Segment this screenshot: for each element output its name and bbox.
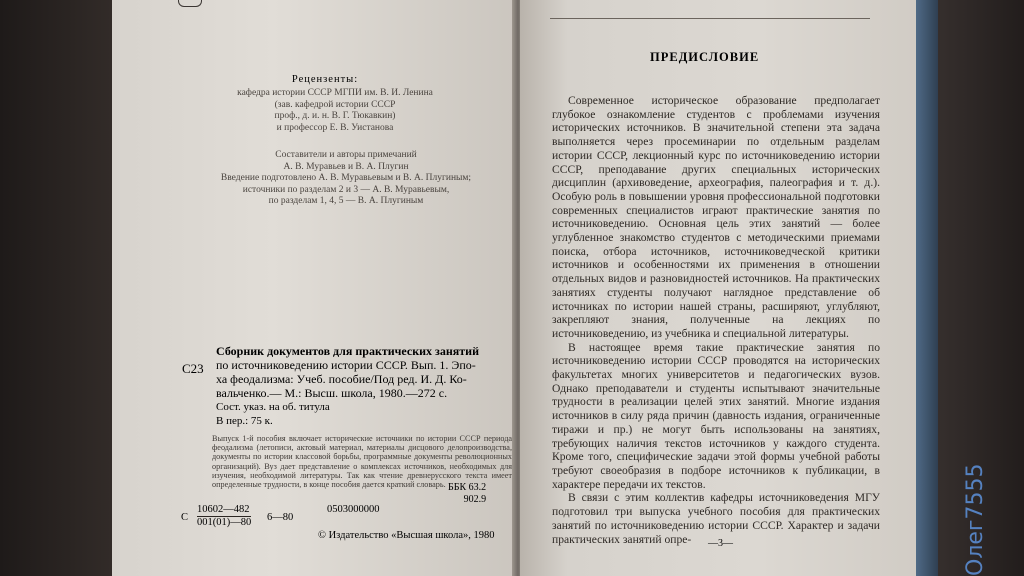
catalog-line: вальченко.— М.: Высш. школа, 1980.—272 с.	[216, 386, 448, 400]
compilers-block	[206, 150, 486, 208]
catalog-line: ха феодализма: Учеб. пособие/Под ред. И. Д. Ко-	[216, 372, 467, 386]
reviewers-heading: Рецензенты:	[291, 74, 359, 85]
reviewers-list	[210, 88, 460, 134]
compilers-line: источники по разделам 2 и 3 — А. В. Муравьевым,	[242, 184, 450, 195]
copyright-line: © Издательство «Высшая школа», 1980	[318, 530, 495, 541]
preface-paragraph: Современное историческое образование предполагает глубокое ознакомление студентов с проблемами изучения исторических источников. В значительной степени эта задача выполняется через просеминарии по отдельным разделам истории СССР, лекционный курс по источниковедению истории СССР, преподавание других специальных исторических дисциплин (архивоведение, археография, палеография и т. д.). Особую роль в повышении уровня профессиональной подготовки современных специалистов играют практические занятия по источниковедению. Основная цель этих занятий — более углубленное знакомство студентов с методическими приемами поиска, отбора источников, источниковедческой критики источников и особенностями их применения в отношении отдельных видов и разновидностей источников. На практических занятиях студенты получают наглядное представление об источниках по истории нашей страны, расширяют, углубляют, закрепляют знания, полученные на лекциях по источниковедению, из учебника и специальной литературы.	[552, 94, 880, 340]
page-top-mark	[178, 0, 202, 7]
code-letter: С	[181, 512, 189, 523]
bbk-code: 902.9	[463, 494, 487, 505]
code-fraction-bottom: 001(01)—80	[197, 517, 252, 528]
code-suffix: 6—80	[267, 512, 294, 523]
code-fraction-top: 10602—482	[197, 504, 250, 515]
watermark: Олег7555	[963, 463, 988, 576]
compilers-line: по разделам 1, 4, 5 — В. А. Плугиным	[268, 196, 424, 206]
code-number: 0503000000	[327, 504, 380, 515]
catalog-line: Сборник документов для практических занятий	[216, 344, 480, 358]
page-number: —3—	[708, 538, 733, 549]
reviewer-line: и профессор Е. В. Уистанова	[276, 122, 394, 133]
bbk-label: ББК 63.2	[448, 482, 487, 493]
catalog-card	[182, 344, 522, 428]
preface-paragraph: В настоящее время такие практические занятия по источниковедению истории СССР проводятся на исторических факультетах многих университетов и педагогических вузов. Однако преподаватели и студенты испытывают значительные трудности в реализации целей этих занятий. Многие издания источников в силу ряда причин (давность издания, ограниченные тиражи и пр.) не могут быть использованы на занятиях, требующих наличия текстов источников у каждого студента. Кроме того, специфические задачи этой формы учебной работы требуют своеобразия в подборе источников к публикации, в характере передачи их текстов.	[552, 340, 880, 491]
background-left-edge	[0, 0, 118, 576]
top-rule	[550, 18, 870, 19]
book-cover-edge	[916, 0, 938, 576]
reviewer-line: (зав. кафедрой истории СССР	[274, 99, 396, 110]
code-fraction	[197, 504, 251, 529]
preface-body	[552, 94, 880, 546]
catalog-line: по источниковедению истории СССР. Вып. 1. Эпо-	[216, 358, 476, 372]
compilers-line: А. В. Муравьев и В. А. Плугин	[283, 161, 409, 172]
catalog-code: С23	[182, 361, 204, 376]
compilers-line: Введение подготовлено А. В. Муравьевым и В. А. Плугиным;	[220, 173, 472, 183]
catalog-line: В пер.: 75 к.	[216, 415, 273, 427]
preface-paragraph: В связи с этим коллектив кафедры источниковедения МГУ подготовил три выпуска учебного пособия для практических занятий по источниковедению истории СССР. Характер и задачи практических занятий опре-	[552, 491, 880, 546]
catalog-body	[216, 344, 522, 428]
compilers-line: Составители и авторы примечаний	[275, 150, 417, 160]
reviewer-line: кафедра истории СССР МГПИ им. В. И. Ленина	[237, 88, 433, 98]
catalog-annotation: Выпуск 1-й пособия включает исторические источники по истории СССР периода феодализма (летописи, актовый материал, материалы дисцового делопроизводства, документы по истории классовой борьбы, программные документы революционных организаций). Вуз дает представление о комплексах источников, необходимых для изучения, необходимой литературы. Так как чтение древнерусского текста имеет определенные трудности, в конце пособия дается краткий словарь.	[212, 434, 512, 490]
catalog-line: Сост. указ. на об. титула	[216, 401, 330, 413]
reviewer-line: проф., д. и. н. В. Г. Тюкавкин)	[274, 111, 396, 121]
preface-heading: ПРЕДИСЛОВИЕ	[650, 50, 760, 64]
bbk-index	[448, 482, 486, 506]
